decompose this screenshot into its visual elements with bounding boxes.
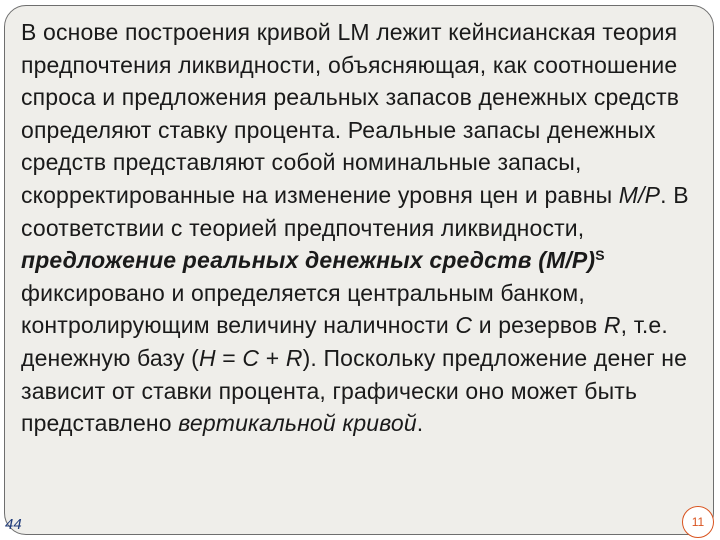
text-segment: В основе построения кривой LM лежит кейнсианская теория предпочтения ликвидности, объясняющая, как соотношение спроса и предложения реальных запасов денежных средств определяют ставку процента. Реальные запасы денежных средств представляют собой номинальные запасы, скорректированные на изменение уровня цен и равны (21, 19, 680, 208)
term-c: C (242, 344, 260, 371)
text-segment: . В соответствии с теорией предпочтения ликвидности, (21, 181, 689, 241)
body-paragraph (21, 16, 711, 440)
text-segment: ). Поскольку предложение денег не зависит от ставки процента, графически оно может быть представлено (21, 344, 688, 437)
term-vertical-curve: вертикальной кривой (178, 410, 417, 437)
text-segment: фиксировано и определяется центральным банком, контролирующим величину наличности (21, 279, 585, 339)
page-number: 11 (691, 515, 705, 529)
term-c: C (455, 312, 473, 339)
emphasis-real-money-supply: предложение реальных денежных средств (M/P) (21, 247, 596, 274)
slide-frame (4, 5, 714, 535)
term-h: H (198, 344, 216, 371)
term-r: R (285, 344, 303, 371)
text-segment: . (416, 410, 424, 437)
superscript-s: S (595, 247, 605, 264)
left-page-number: 44 (5, 516, 22, 533)
text-segment: = (215, 344, 243, 371)
page-number-badge (682, 506, 714, 538)
text-segment: и резервов (472, 312, 604, 339)
term-m-over-p: M/P (618, 181, 661, 208)
text-segment: , т.е. денежную базу ( (21, 312, 668, 371)
text-segment: + (259, 344, 286, 371)
term-r: R (603, 312, 621, 339)
